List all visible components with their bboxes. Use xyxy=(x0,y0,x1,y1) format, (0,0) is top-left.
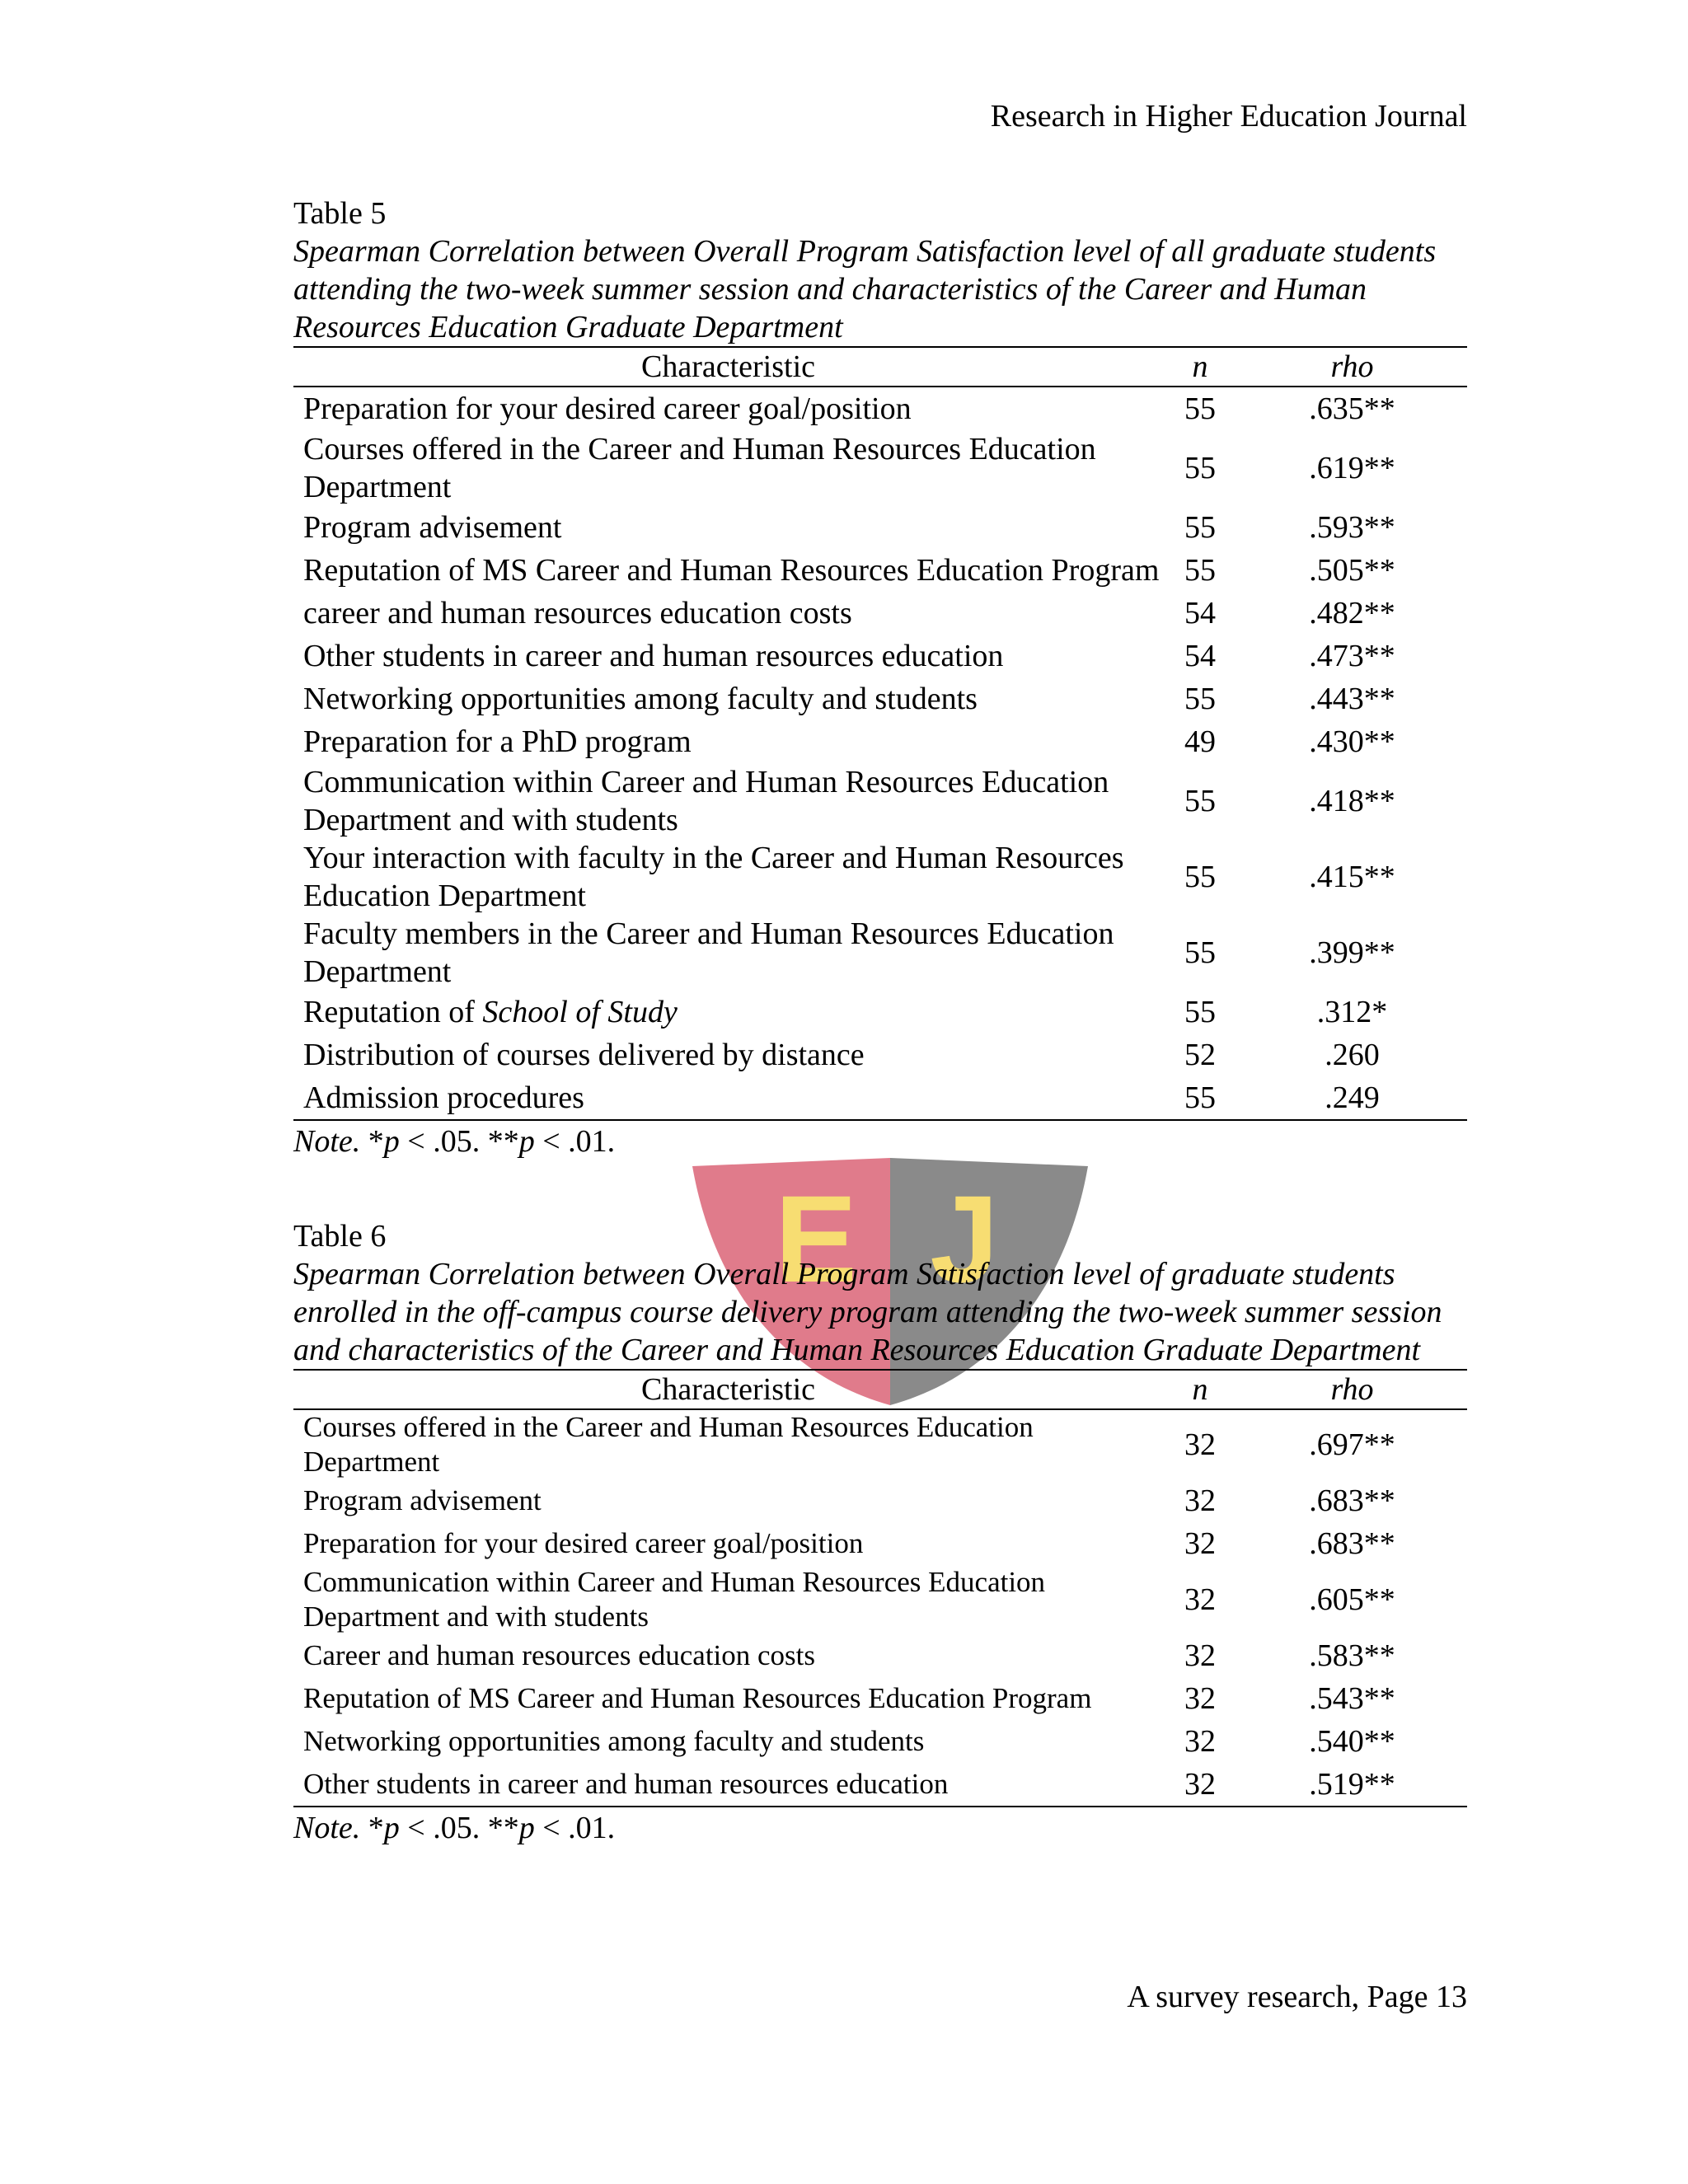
cell-rho: .415** xyxy=(1309,860,1395,894)
cell-n: 52 xyxy=(1184,1038,1216,1072)
cell-characteristic: Reputation of MS Career and Human Resources Education Program xyxy=(303,1682,1092,1714)
cell-n: 55 xyxy=(1184,1080,1216,1115)
cell-characteristic: Communication within Career and Human Resources Education Department and with students xyxy=(303,1566,1046,1633)
running-head: Research in Higher Education Journal xyxy=(990,99,1467,134)
cell-rho: .543** xyxy=(1309,1681,1395,1716)
cell-n: 55 xyxy=(1184,553,1216,588)
cell-characteristic: Courses offered in the Career and Human Resources Education Department xyxy=(303,1411,1034,1478)
table-row xyxy=(293,1410,1467,1479)
table-row xyxy=(293,1565,1467,1634)
table-row xyxy=(293,387,1467,430)
cell-rho: .635** xyxy=(1309,391,1395,426)
table-5 xyxy=(293,194,1467,1160)
cell-characteristic: Distribution of courses delivered by distance xyxy=(303,1038,865,1072)
cell-rho: .593** xyxy=(1309,510,1395,545)
cell-n: 32 xyxy=(1184,1427,1216,1462)
column-header-characteristic: Characteristic xyxy=(640,1372,815,1407)
cell-rho: .482** xyxy=(1309,596,1395,630)
table-row xyxy=(293,549,1467,592)
cell-n: 32 xyxy=(1184,1582,1216,1617)
table-body xyxy=(293,1410,1467,1806)
table-row xyxy=(293,991,1467,1033)
cell-characteristic: Career and human resources education costs xyxy=(303,1639,816,1671)
cell-rho: .249 xyxy=(1325,1080,1380,1115)
cell-rho: .443** xyxy=(1309,682,1395,716)
table-note: Note. *p < .05. **p < .01. xyxy=(293,1811,616,1845)
cell-rho: .619** xyxy=(1309,451,1395,485)
table-row xyxy=(293,1522,1467,1565)
table-row xyxy=(293,1033,1467,1076)
table-caption: Spearman Correlation between Overall Program Satisfaction level of all graduate students attending the two-week summer session and characteristics of the Career and Human Resources Education Graduate Department xyxy=(293,234,1437,344)
table-label: Table 5 xyxy=(293,196,387,231)
cell-rho: .418** xyxy=(1309,784,1395,818)
cell-characteristic: Networking opportunities among faculty and students xyxy=(303,1725,925,1757)
table-note: Note. *p < .05. **p < .01. xyxy=(293,1124,616,1159)
table-row xyxy=(293,1076,1467,1119)
table-row xyxy=(293,1677,1467,1720)
cell-rho: .697** xyxy=(1309,1427,1395,1462)
column-header-characteristic: Characteristic xyxy=(640,349,815,384)
table-grid xyxy=(293,1369,1467,1807)
table-row xyxy=(293,635,1467,677)
cell-rho: .430** xyxy=(1309,724,1395,759)
cell-n: 32 xyxy=(1184,1767,1216,1802)
cell-n: 32 xyxy=(1184,1681,1216,1716)
cell-n: 55 xyxy=(1184,860,1216,894)
column-header-n: n xyxy=(1192,349,1208,384)
cell-n: 32 xyxy=(1184,1724,1216,1759)
cell-rho: .505** xyxy=(1309,553,1395,588)
table-row xyxy=(293,1720,1467,1763)
cell-characteristic: Program advisement xyxy=(303,510,562,545)
watermark-letter-e: E xyxy=(774,1169,858,1308)
table-row xyxy=(293,677,1467,720)
cell-n: 54 xyxy=(1184,596,1216,630)
table-header-row xyxy=(293,1371,1467,1410)
page-footer: A survey research, Page 13 xyxy=(1127,1980,1467,2014)
table-row xyxy=(293,1634,1467,1677)
table-caption: Spearman Correlation between Overall Program Satisfaction level of graduate students enrolled in the off-campus course delivery program attending the two-week summer session and characteristics of the Career and Human Resources Education Graduate Department xyxy=(293,1257,1442,1367)
cell-n: 49 xyxy=(1184,724,1216,759)
cell-characteristic: Admission procedures xyxy=(303,1080,584,1115)
table-row xyxy=(293,1479,1467,1522)
table-row xyxy=(293,763,1467,839)
cell-characteristic: Preparation for your desired career goal/position xyxy=(303,1527,864,1559)
cell-characteristic: career and human resources education costs xyxy=(303,596,852,630)
cell-characteristic: Program advisement xyxy=(303,1484,542,1516)
cell-rho: .583** xyxy=(1309,1638,1395,1673)
table-row xyxy=(293,839,1467,915)
cell-rho: .605** xyxy=(1309,1582,1395,1617)
cell-characteristic: Other students in career and human resources education xyxy=(303,1768,949,1800)
table-grid xyxy=(293,346,1467,1121)
table-label: Table 6 xyxy=(293,1219,387,1254)
cell-n: 32 xyxy=(1184,1638,1216,1673)
cell-n: 32 xyxy=(1184,1526,1216,1561)
table-row xyxy=(293,506,1467,549)
cell-n: 32 xyxy=(1184,1483,1216,1518)
cell-characteristic: Your interaction with faculty in the Career and Human Resources Education Department xyxy=(303,841,1124,913)
cell-rho: .312* xyxy=(1316,995,1388,1029)
cell-rho: .683** xyxy=(1309,1483,1395,1518)
column-header-n: n xyxy=(1192,1372,1208,1407)
cell-rho: .260 xyxy=(1325,1038,1380,1072)
cell-characteristic: Preparation for a PhD program xyxy=(303,724,692,759)
table-body xyxy=(293,387,1467,1119)
cell-rho: .399** xyxy=(1309,935,1395,970)
column-header-rho: rho xyxy=(1330,1372,1374,1407)
table-header-row xyxy=(293,348,1467,387)
cell-characteristic: Communication within Career and Human Resources Education Department and with students xyxy=(303,765,1109,837)
cell-characteristic: Courses offered in the Career and Human Resources Education Department xyxy=(303,432,1096,504)
watermark-letter-j: J xyxy=(930,1169,999,1308)
cell-rho: .540** xyxy=(1309,1724,1395,1759)
cell-n: 55 xyxy=(1184,510,1216,545)
cell-rho: .683** xyxy=(1309,1526,1395,1561)
cell-characteristic: Networking opportunities among faculty and students xyxy=(303,682,978,716)
table-row xyxy=(293,720,1467,763)
cell-rho: .473** xyxy=(1309,639,1395,673)
cell-n: 55 xyxy=(1184,391,1216,426)
cell-rho: .519** xyxy=(1309,1767,1395,1802)
table-6 xyxy=(293,1217,1467,1847)
cell-characteristic: Other students in career and human resources education xyxy=(303,639,1004,673)
cell-characteristic: Faculty members in the Career and Human Resources Education Department xyxy=(303,916,1114,989)
cell-n: 55 xyxy=(1184,784,1216,818)
cell-n: 55 xyxy=(1184,451,1216,485)
cell-n: 55 xyxy=(1184,935,1216,970)
cell-n: 55 xyxy=(1184,682,1216,716)
cell-n: 54 xyxy=(1184,639,1216,673)
column-header-rho: rho xyxy=(1330,349,1374,384)
cell-characteristic: Reputation of School of Study xyxy=(303,995,678,1029)
table-row xyxy=(293,592,1467,635)
table-row xyxy=(293,915,1467,991)
cell-characteristic: Preparation for your desired career goal/position xyxy=(303,391,912,426)
cell-characteristic: Reputation of MS Career and Human Resources Education Program xyxy=(303,553,1160,588)
table-row xyxy=(293,430,1467,506)
cell-n: 55 xyxy=(1184,995,1216,1029)
table-row xyxy=(293,1763,1467,1806)
